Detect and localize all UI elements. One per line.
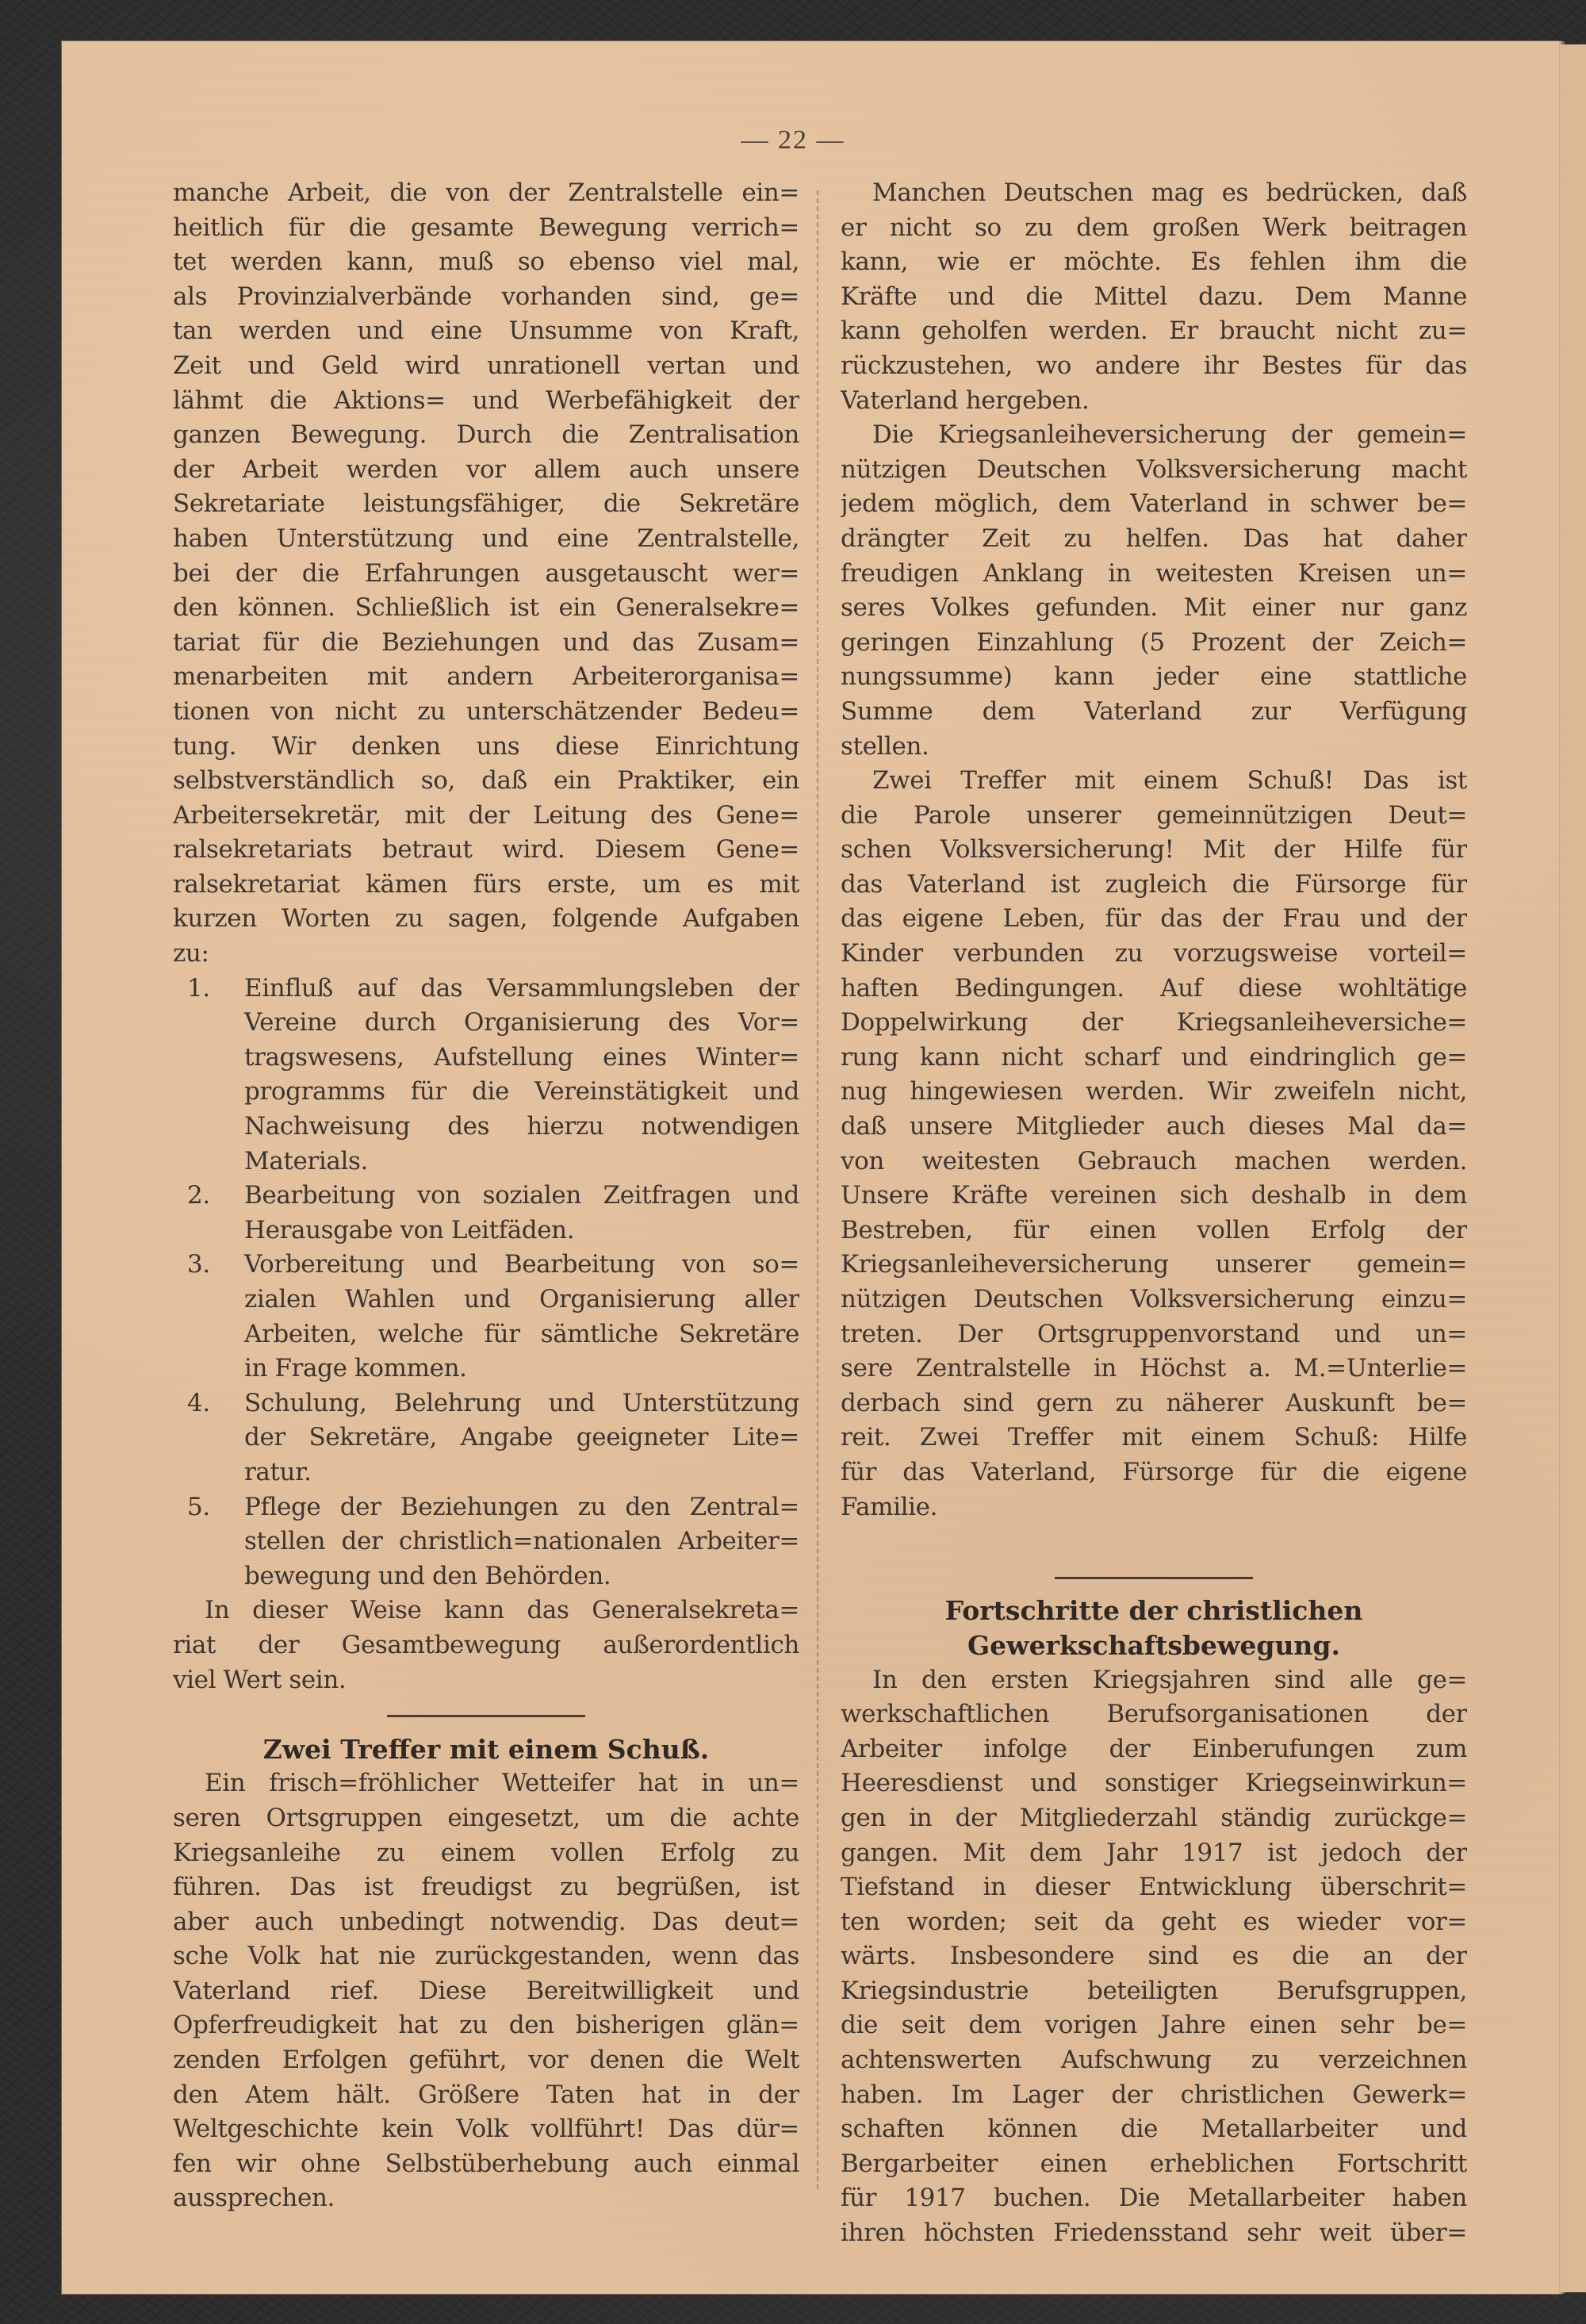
- text-line: ralsekretariats betraut wird. Diesem Gene=: [173, 835, 799, 865]
- text-line: für 1917 buchen. Die Metallarbeiter haben: [841, 2184, 1467, 2213]
- text-line: aber auch unbedingt notwendig. Das deut=: [173, 1907, 799, 1936]
- text-line: Kriegsanleiheversicherung unserer gemein=: [841, 1250, 1467, 1279]
- text-line: freudigen Anklang in weitesten Kreisen un=: [841, 558, 1467, 588]
- text-line: zenden Erfolgen geführt, vor denen die Welt: [173, 2046, 799, 2075]
- text-line: das eigene Leben, für das der Frau und der: [841, 904, 1467, 934]
- text-line: daß unsere Mitglieder auch dieses Mal da=: [841, 1112, 1467, 1141]
- text-line: Vaterland hergeben.: [841, 385, 1090, 415]
- text-line: tariat für die Beziehungen und das Zusam=: [173, 627, 799, 657]
- text-line: geringen Einzahlung (5 Prozent der Zeich=: [841, 627, 1467, 657]
- text-line: nützigen Deutschen Volksversicherung einzu=: [841, 1285, 1467, 1313]
- text-line: Einfluß auf das Versammlungsleben der: [244, 973, 799, 1003]
- text-line: Sekretariate leistungsfähiger, die Sekretäre: [173, 489, 799, 519]
- text-line: Heeresdienst und sonstiger Kriegseinwirkun=: [841, 1769, 1467, 1798]
- text-line: Opferfreudigkeit hat zu den bisherigen glän=: [173, 2011, 799, 2040]
- text-line: ratur.: [244, 1457, 312, 1486]
- text-line: Vaterland rief. Diese Bereitwilligkeit und: [173, 1976, 799, 2005]
- text-line: nützigen Deutschen Volksversicherung macht: [841, 454, 1467, 484]
- text-line: fen wir ohne Selbstüberhebung auch einmal: [173, 2149, 799, 2178]
- text-line: kurzen Worten zu sagen, folgende Aufgaben: [173, 904, 799, 934]
- text-line: schaften können die Metallarbeiter und: [841, 2115, 1467, 2144]
- paragraph-two-hits: [841, 764, 1467, 1524]
- text-line: Zwei Treffer mit einem Schuß! Das ist: [872, 766, 1467, 796]
- text-line: Nachweisung des hierzu notwendigen: [244, 1112, 799, 1141]
- text-line: tan werden und eine Unsumme von Kraft,: [173, 316, 799, 346]
- text-line: Tiefstand in dieser Entwicklung überschrit=: [841, 1873, 1467, 1902]
- text-line: Arbeiten, welche für sämtliche Sekretäre: [244, 1319, 799, 1348]
- text-line: treten. Der Ortsgruppenvorstand und un=: [841, 1319, 1467, 1348]
- text-line: tionen von nicht zu unterschätzender Bedeu=: [173, 696, 799, 726]
- text-line: Vorbereitung und Bearbeitung von so=: [244, 1250, 799, 1279]
- list-number: 1.: [187, 973, 210, 1003]
- text-line: sere Zentralstelle in Höchst a. M.=Unterlie=: [841, 1354, 1467, 1383]
- text-line: Zeit und Geld wird unrationell vertan und: [173, 351, 799, 380]
- text-line: seren Ortsgruppen eingesetzt, um die achte: [173, 1803, 799, 1832]
- text-line: menarbeiten mit andern Arbeiterorganisa=: [173, 662, 799, 692]
- text-line: er nicht so zu dem großen Werk beitragen: [841, 213, 1467, 242]
- text-line: haften Bedingungen. Auf diese wohltätige: [841, 973, 1467, 1003]
- text-line: zialen Wahlen und Organisierung aller: [244, 1285, 799, 1313]
- text-line: Pflege der Beziehungen zu den Zentral=: [244, 1492, 799, 1521]
- section-rule: [173, 1697, 799, 1732]
- column-divider: [817, 190, 818, 2189]
- text-line: Kinder verbunden zu vorzugsweise vorteil=: [841, 939, 1467, 968]
- text-line: bei der die Erfahrungen ausgetauscht wer=: [173, 558, 799, 588]
- text-line: der Sekretäre, Angabe geeigneter Lite=: [244, 1423, 799, 1452]
- text-line: Ein frisch=fröhlicher Wetteifer hat in un=: [205, 1769, 799, 1798]
- text-line: seres Volkes gefunden. Mit einer nur ganz: [841, 593, 1467, 623]
- text-line: derbach sind gern zu näherer Auskunft be=: [841, 1388, 1467, 1417]
- text-line: lähmt die Aktions= und Werbefähigkeit der: [173, 385, 799, 415]
- text-line: Manchen Deutschen mag es bedrücken, daß: [872, 178, 1467, 207]
- list-number: 4.: [187, 1388, 210, 1417]
- text-line: rung kann nicht scharf und eindringlich ge=: [841, 1042, 1467, 1072]
- list-item: [173, 1179, 799, 1248]
- list-number: 2.: [187, 1181, 210, 1210]
- text-line: aussprechen.: [173, 2184, 335, 2213]
- text-line: werkschaftlichen Berufsorganisationen der: [841, 1700, 1467, 1729]
- text-line: reit. Zwei Treffer mit einem Schuß: Hilfe: [841, 1423, 1467, 1452]
- text-line: zu:: [173, 939, 209, 968]
- text-line: haben Unterstützung und eine Zentralstelle,: [173, 523, 799, 553]
- list-item: [173, 1490, 799, 1594]
- text-line: In den ersten Kriegsjahren sind alle ge=: [872, 1665, 1467, 1694]
- text-line: ralsekretariat kämen fürs erste, um es mit: [173, 869, 799, 899]
- paragraph-trade-unions: [841, 1663, 1467, 2251]
- text-line: Unsere Kräfte vereinen sich deshalb in dem: [841, 1181, 1467, 1210]
- text-line: heitlich für die gesamte Bewegung verrich=: [173, 213, 799, 242]
- text-line: Weltgeschichte kein Volk vollführt! Das dür=: [173, 2115, 799, 2144]
- list-number: 3.: [187, 1250, 210, 1279]
- text-line: die Parole unserer gemeinnützigen Deut=: [841, 800, 1467, 830]
- text-line: Bearbeitung von sozialen Zeitfragen und: [244, 1181, 799, 1210]
- text-line: tung. Wir denken uns diese Einrichtung: [173, 731, 799, 761]
- text-line: rückzustehen, wo andere ihr Bestes für das: [841, 351, 1467, 380]
- text-line: der Arbeit werden vor allem auch unsere: [173, 454, 799, 484]
- text-line: Schulung, Belehrung und Unterstützung: [244, 1388, 799, 1417]
- text-line: achtenswerten Aufschwung zu verzeichnen: [841, 2046, 1467, 2075]
- text-line: schen Volksversicherung! Mit der Hilfe für: [841, 835, 1467, 865]
- text-line: nug hingewiesen werden. Wir zweifeln nicht,: [841, 1077, 1467, 1106]
- text-line: drängter Zeit zu helfen. Das hat daher: [841, 523, 1467, 553]
- text-line: den Atem hält. Größere Taten hat in der: [173, 2080, 799, 2109]
- section-rule: [841, 1559, 1467, 1594]
- text-line: den können. Schließlich ist ein Generalsekre=: [173, 593, 799, 623]
- text-line: Die Kriegsanleiheversicherung der gemein=: [872, 420, 1467, 450]
- list-item: [173, 1248, 799, 1386]
- text-line: führen. Das ist freudigst zu begrüßen, ist: [173, 1873, 799, 1902]
- text-line: gangen. Mit dem Jahr 1917 ist jedoch der: [841, 1838, 1467, 1867]
- text-line: Kriegsindustrie beteiligten Berufsgruppen,: [841, 1976, 1467, 2005]
- paragraph-germans: [841, 176, 1467, 418]
- text-line: Arbeiter infolge der Einberufungen zum: [841, 1734, 1467, 1763]
- paragraph-war-loan: [173, 1766, 799, 2216]
- list-item: [173, 972, 799, 1179]
- text-line: Doppelwirkung der Kriegsanleiheversiche=: [841, 1008, 1467, 1037]
- text-line: viel Wert sein.: [173, 1665, 347, 1694]
- right-column: [841, 176, 1467, 2251]
- text-line: bewegung und den Behörden.: [244, 1561, 611, 1590]
- text-line: Summe dem Vaterland zur Verfügung: [841, 696, 1467, 726]
- text-line: die seit dem vorigen Jahre einen sehr be=: [841, 2011, 1467, 2040]
- text-line: programms für die Vereinstätigkeit und: [244, 1077, 799, 1106]
- adjacent-page-edge: [1561, 44, 1586, 2292]
- text-line: In dieser Weise kann das Generalsekreta=: [205, 1596, 799, 1625]
- page-number: — 22 —: [741, 125, 845, 155]
- text-line: manche Arbeit, die von der Zentralstelle ein=: [173, 178, 799, 207]
- text-line: Familie.: [841, 1492, 938, 1521]
- text-line: Kräfte und die Mittel dazu. Dem Manne: [841, 282, 1467, 311]
- text-line: Bestreben, für einen vollen Erfolg der: [841, 1215, 1467, 1244]
- text-line: riat der Gesamtbewegung außerordentlich: [173, 1630, 799, 1659]
- text-line: tragswesens, Aufstellung eines Winter=: [244, 1042, 799, 1072]
- text-line: in Frage kommen.: [244, 1354, 467, 1383]
- text-line: Herausgabe von Leitfäden.: [244, 1215, 575, 1244]
- text-line: Kriegsanleihe zu einem vollen Erfolg zu: [173, 1838, 799, 1867]
- paragraph-insurance: [841, 418, 1467, 764]
- task-list: [173, 972, 799, 1594]
- section-heading: Zwei Treffer mit einem Schuß.: [262, 1733, 710, 1765]
- paragraph-centralization: [173, 176, 799, 972]
- text-line: wärts. Insbesondere sind es die an der: [841, 1942, 1467, 1971]
- left-column: [173, 176, 799, 2216]
- text-line: tet werden kann, muß so ebenso viel mal,: [173, 247, 799, 277]
- text-line: Arbeitersekretär, mit der Leitung des Gene=: [173, 800, 799, 830]
- text-line: ten worden; seit da geht es wieder vor=: [841, 1907, 1467, 1936]
- text-line: stellen.: [841, 731, 929, 761]
- text-line: Vereine durch Organisierung des Vor=: [244, 1008, 799, 1037]
- text-line: jedem möglich, dem Vaterland in schwer be=: [841, 489, 1467, 519]
- text-line: als Provinzialverbände vorhanden sind, ge=: [173, 282, 799, 311]
- text-line: Bergarbeiter einen erheblichen Fortschritt: [841, 2149, 1467, 2178]
- text-line: das Vaterland ist zugleich die Fürsorge für: [841, 869, 1467, 899]
- text-line: gen in der Mitgliederzahl ständig zurückge=: [841, 1803, 1467, 1832]
- text-line: kann geholfen werden. Er braucht nicht zu=: [841, 316, 1467, 346]
- paragraph-conclusion: [173, 1593, 799, 1697]
- text-line: nungssumme) kann jeder eine stattliche: [841, 662, 1467, 692]
- text-line: sche Volk hat nie zurückgestanden, wenn das: [173, 1942, 799, 1971]
- text-line: von weitesten Gebrauch machen werden.: [841, 1146, 1467, 1175]
- section-heading: Gewerkschaftsbewegung.: [967, 1629, 1340, 1661]
- text-line: ihren höchsten Friedensstand sehr weit über=: [841, 2219, 1467, 2248]
- text-line: Materials.: [244, 1146, 368, 1175]
- text-line: ganzen Bewegung. Durch die Zentralisation: [173, 420, 799, 450]
- section-heading: Fortschritte der christlichen: [944, 1595, 1363, 1627]
- list-number: 5.: [187, 1492, 210, 1521]
- list-item: [173, 1386, 799, 1490]
- text-line: stellen der christlich=nationalen Arbeiter=: [244, 1527, 799, 1556]
- text-line: für das Vaterland, Fürsorge für die eigene: [841, 1457, 1467, 1486]
- text-line: haben. Im Lager der christlichen Gewerk=: [841, 2080, 1467, 2109]
- text-line: kann, wie er möchte. Es fehlen ihm die: [841, 247, 1467, 277]
- text-line: selbstverständlich so, daß ein Praktiker, ein: [173, 766, 799, 796]
